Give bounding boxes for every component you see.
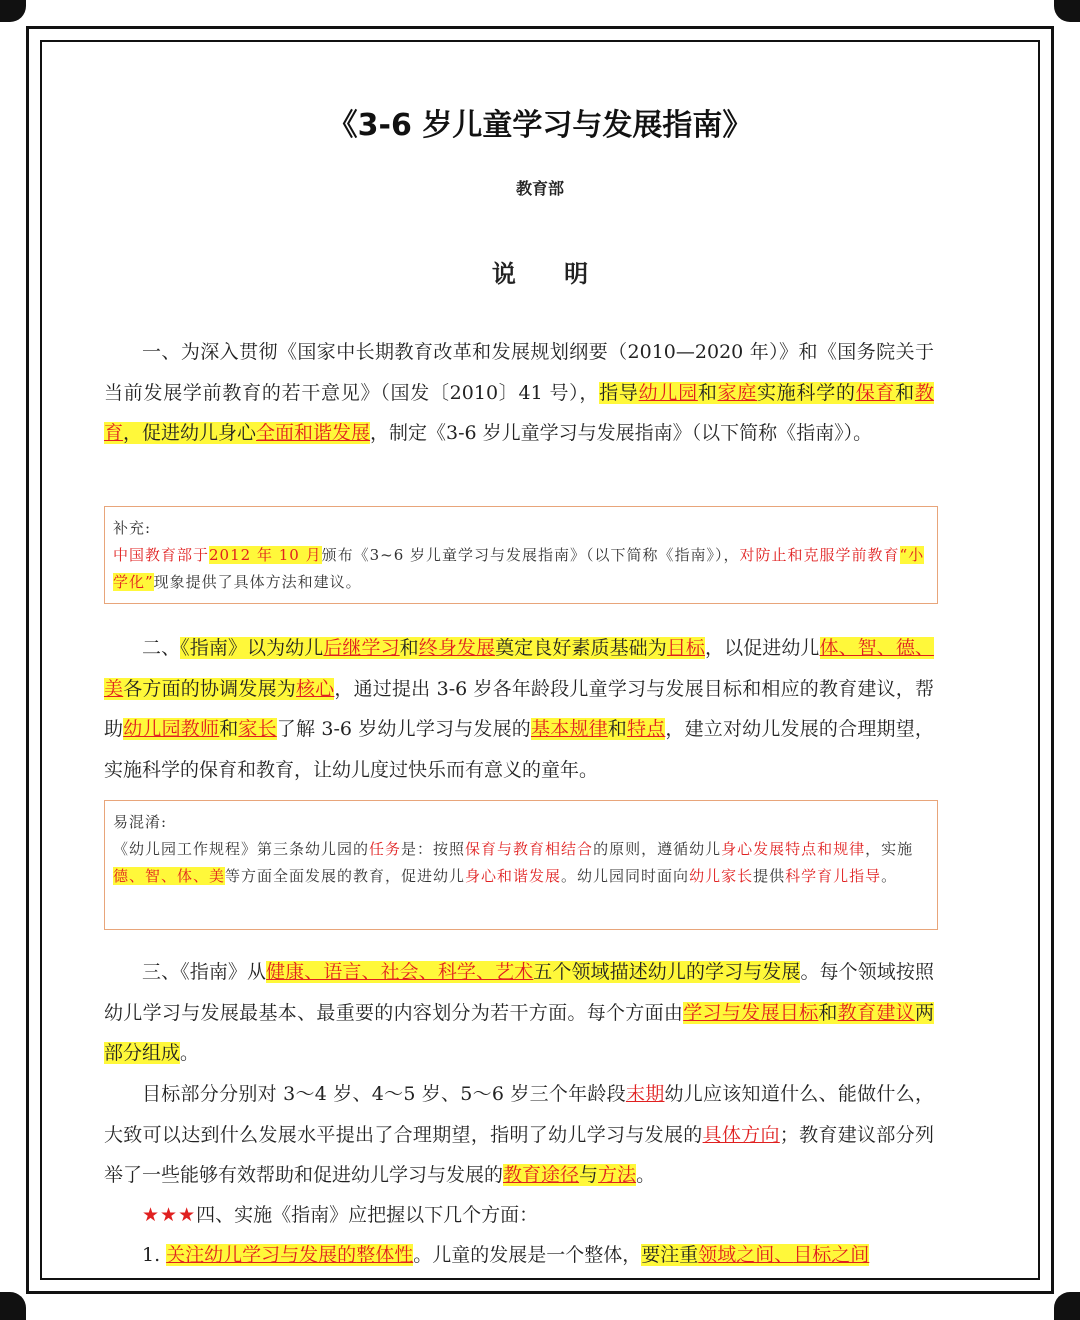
paragraph-4: 目标部分分别对 3～4 岁、4～5 岁、5～6 岁三个年龄段末期幼儿应该知道什么、能做什么，大致可以达到什么发展水平提出了合理期望，指明了幼儿学习与发展的具体方向；教育建议部分列举了一些能够有效帮助和促进幼儿学习与发展的教育途径与方法。 bbox=[104, 1083, 934, 1186]
paragraph-2: 二、《指南》以为幼儿后继学习和终身发展奠定良好素质基础为目标，以促进幼儿体、智、德、美各方面的协调发展为核心，通过提出 3-6 岁各年龄段儿童学习与发展目标和相应的教育建议，帮助幼儿园教师和家长了解 3-6 岁幼儿学习与发展的基本规律和特点，建立对幼儿发展的合理期望，实施科学的保育和教育，让幼儿度过快乐而有意义的童年。 bbox=[104, 637, 934, 781]
document-title: 《3-6 岁儿童学习与发展指南》 bbox=[327, 108, 753, 143]
paragraph-3: 三、《指南》从健康、语言、社会、科学、艺术五个领域描述幼儿的学习与发展。每个领域按照幼儿学习与发展最基本、最重要的内容划分为若干方面。每个方面由学习与发展目标和教育建议两部分组成。 bbox=[104, 961, 934, 1064]
corner-decoration bbox=[1054, 1292, 1080, 1320]
paragraph-1: 一、为深入贯彻《国家中长期教育改革和发展规划纲要（2010—2020 年）》和《国务院关于当前发展学前教育的若干意见》（国发〔2010〕41 号），指导幼儿园和家庭实施科学的保育和教育，促进幼儿身心全面和谐发展，制定《3-6 岁儿童学习与发展指南》（以下简称《指南》）。 bbox=[104, 341, 934, 444]
confusable-note bbox=[104, 800, 938, 930]
supplement-note bbox=[104, 506, 938, 604]
corner-decoration bbox=[1054, 0, 1080, 22]
star-rating-icon: ★★★ bbox=[142, 1204, 197, 1226]
note-body: 中国教育部于2012 年 10 月颁布《3~6 岁儿童学习与发展指南》（以下简称《指南》），对防止和克服学前教育“小学化”现象提供了具体方法和建议。 bbox=[113, 546, 925, 591]
corner-decoration bbox=[0, 1292, 26, 1320]
document-author: 教育部 bbox=[515, 179, 564, 198]
paragraph-5: ★★★四、实施《指南》应把握以下几个方面： bbox=[142, 1204, 539, 1226]
section-heading: 说 明 bbox=[491, 260, 609, 288]
note-body: 《幼儿园工作规程》第三条幼儿园的任务是：按照保育与教育相结合的原则，遵循幼儿身心发展特点和规律，实施德、智、体、美等方面全面发展的教育，促进幼儿身心和谐发展。幼儿园同时面向幼儿家长提供科学育儿指导。 bbox=[113, 840, 914, 885]
paragraph-6: 1. 关注幼儿学习与发展的整体性。儿童的发展是一个整体，要注重领域之间、目标之间 bbox=[142, 1244, 870, 1266]
note-label: 易混淆: bbox=[113, 813, 168, 831]
note-label: 补充: bbox=[113, 519, 152, 537]
document-page bbox=[40, 40, 1040, 1280]
corner-decoration bbox=[0, 0, 26, 22]
